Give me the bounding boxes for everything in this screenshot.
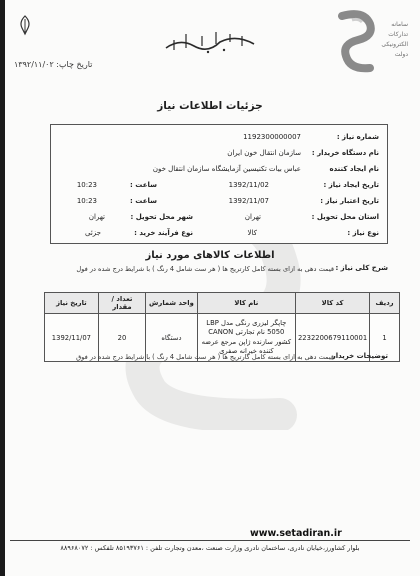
scan-edge [0, 0, 5, 576]
basmala-calligraphy [160, 20, 260, 60]
col-unit-header: واحد شمارش [146, 293, 198, 314]
purchase-process-value: جزئی [85, 229, 101, 237]
delivery-province-label: استان محل تحویل : [311, 213, 379, 221]
creator-value: عباس بیات تکنیسین آزمایشگاه سازمان انتقال خون [152, 165, 301, 173]
validity-time-value: 10:23 [76, 197, 97, 205]
need-type-label: نوع نیاز : [347, 229, 379, 237]
created-time-value: 10:23 [76, 181, 97, 189]
need-number-value: 1192300000007 [243, 133, 301, 141]
national-emblem-icon [16, 14, 34, 36]
col-code-header: کد کالا [295, 293, 369, 314]
cell-row: 1 [370, 314, 400, 362]
creator-label: نام ایجاد کننده [329, 165, 379, 173]
need-type-value: کالا [247, 229, 257, 237]
goods-section-title: اطلاعات کالاهای مورد نیاز [145, 250, 275, 261]
cell-date: 1392/11/07 [45, 314, 99, 362]
goods-table-header-row [45, 293, 400, 314]
buyer-notes-label: توضیحات خریدار [331, 352, 388, 360]
validity-date-value: 1392/11/07 [228, 197, 269, 205]
footer-website-link[interactable]: www.setadiran.ir [250, 528, 342, 539]
col-row-header: ردیف [370, 293, 400, 314]
buyer-org-label: نام دستگاه خریدار : [311, 149, 379, 157]
setad-logo-mark-icon [334, 10, 378, 80]
need-number-label: شماره نیاز : [336, 133, 379, 141]
buyer-org-value: سازمان انتقال خون ایران [227, 149, 301, 157]
page-title: جزئیات اطلاعات نیاز [157, 100, 263, 112]
general-desc-text: قیمت دهی به ازای بسته کامل کارتریج ها ( هر ست شامل 4 رنگ ) با شرایط درج شده در فول [76, 265, 334, 273]
delivery-city-value: تهران [88, 213, 105, 221]
delivery-city-label: شهر محل تحویل : [130, 213, 193, 221]
col-qty-header: تعداد / مقدار [98, 293, 145, 314]
delivery-province-value: تهران [244, 213, 261, 221]
created-time-label: ساعت : [130, 181, 157, 189]
created-date-value: 1392/11/02 [228, 181, 269, 189]
cell-qty: 20 [98, 314, 145, 362]
print-date: تاریخ چاپ: ۱۳۹۲/۱۱/۰۲ [14, 60, 93, 69]
cell-code: 2232200679110001 [295, 314, 369, 362]
need-info-box [50, 124, 388, 244]
general-desc-label: شرح کلی نیاز : [335, 264, 388, 272]
buyer-notes-text: قیمت دهی به ازای بسته کامل کارتریج ها ( هر ست شامل 4 رنگ ) با شرایط درج شده در فوق [76, 353, 334, 361]
cell-name: چاپگر لیزری رنگی مدل LBP 5050 نام تجارتی CANON کشور سازنده ژاپن مرجع عرضه کننده خیرانه صفری [197, 314, 295, 362]
setad-logo [330, 6, 408, 92]
cell-unit: دستگاه [146, 314, 198, 362]
footer-address: بلوار کشاورز،خیابان نادری، ساختمان نادری وزارت صنعت ،معدن وتجارت تلفن : ۸۵۱۹۳۷۶۱ تلفکس : ۸۸۹۶۸۰۷۲ [60, 544, 360, 552]
validity-time-label: ساعت : [130, 197, 157, 205]
logo-text: سامانه تدارکات الکترونیکی دولت [381, 21, 408, 58]
footer-divider [10, 540, 410, 541]
purchase-process-label: نوع فرآیند خرید : [134, 229, 193, 237]
col-name-header: نام کالا [197, 293, 295, 314]
created-date-label: تاریخ ایجاد نیاز : [323, 181, 379, 189]
col-date-header: تاریخ نیاز [45, 293, 99, 314]
validity-date-label: تاریخ اعتبار نیاز : [320, 197, 379, 205]
